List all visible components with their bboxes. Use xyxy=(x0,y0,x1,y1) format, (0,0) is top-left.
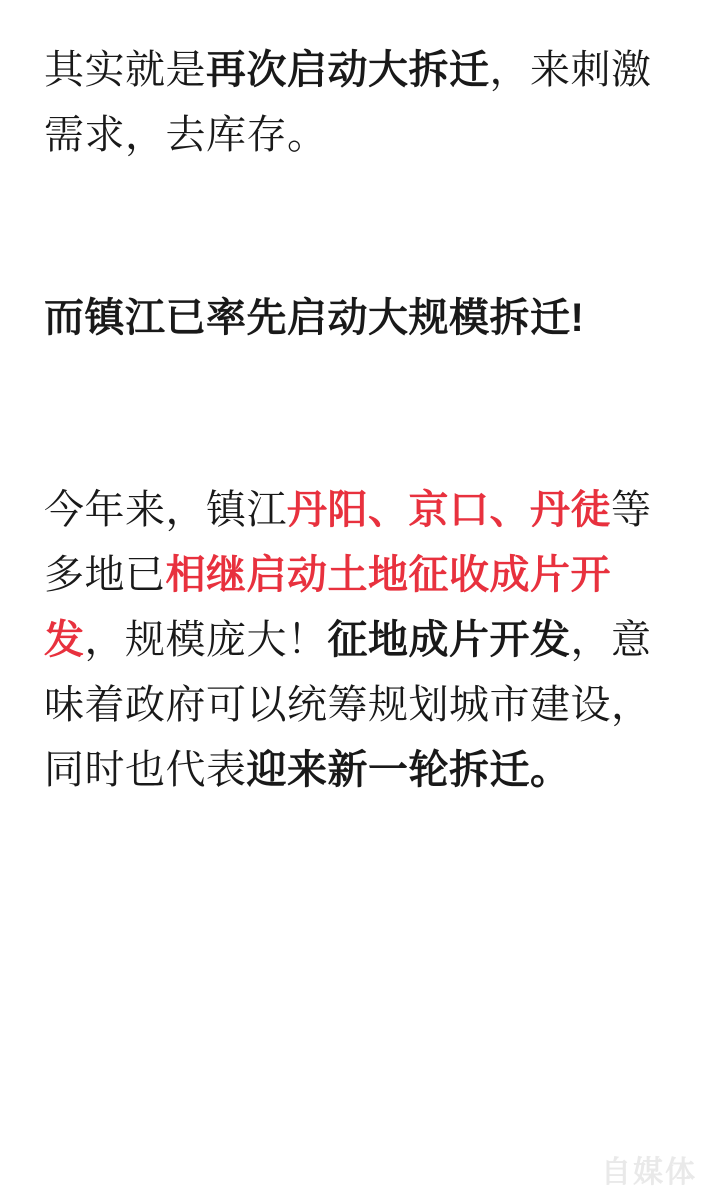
paragraph-spacer xyxy=(44,168,675,286)
text-run-plain: ，来刺激需求，去库存。 xyxy=(44,48,652,157)
text-run-plain: 今年来，镇江 xyxy=(44,488,287,533)
text-run-bold: 迎来新一轮拆迁。 xyxy=(246,747,571,792)
text-run-highlight-policy: 相继启动土地征收成片开发 xyxy=(44,553,611,662)
text-run-bold: 而镇江已率先启动大规模拆迁! xyxy=(44,295,585,340)
text-run-plain: 其实就是 xyxy=(44,48,206,92)
paragraph-spacer xyxy=(44,350,675,478)
paragraph-3 xyxy=(44,478,675,802)
paragraph-1 xyxy=(44,38,675,168)
text-run-plain: ，规模庞大！ xyxy=(84,617,328,662)
text-run-plain: 等多地已 xyxy=(44,488,652,598)
text-run-highlight-districts: 丹阳、京口、丹徒 xyxy=(287,488,611,533)
text-run-bold: 征地成片开发 xyxy=(327,617,571,662)
text-run-bold: 再次启动大拆迁 xyxy=(206,48,490,92)
paragraph-2 xyxy=(44,286,675,351)
text-run-plain: ，意味着政府可以统筹规划城市建设，同时也代表 xyxy=(44,617,652,792)
watermark-text: 自媒体 xyxy=(601,1156,697,1189)
